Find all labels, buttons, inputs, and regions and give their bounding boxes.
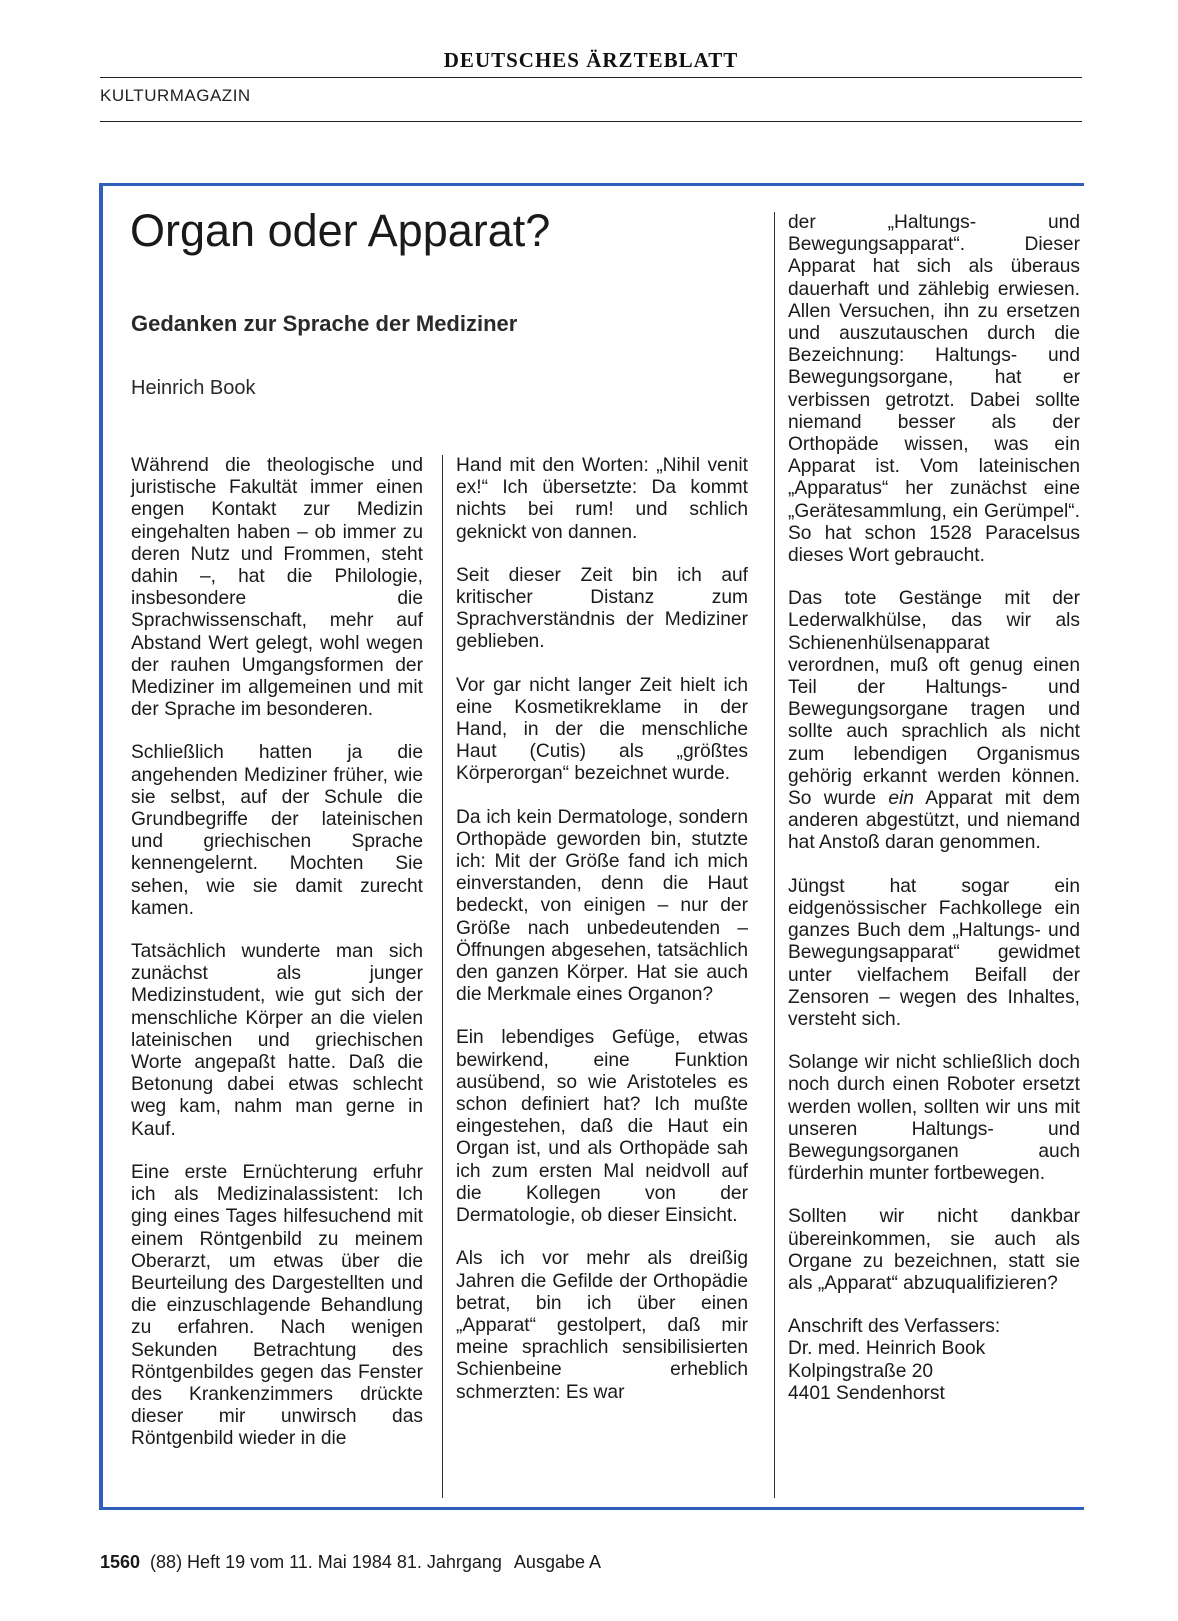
section-rule (100, 121, 1082, 122)
text-run: Das tote Gestänge mit der Lederwalkhülse, das wir als Schienenhülsenapparat verordnen, muß oft genug einen Teil der Haltungs- und Bewegungsorgane tragen und sollte auch sprachlich als nicht zum lebendigen Organismus gehörig erkannt werden können. So wurde (788, 588, 1080, 810)
paragraph: Solange wir nicht schließlich doch noch durch einen Roboter ersetzt werden wollen, sollten wir uns mit unseren Haltungs- und Bewegungsorganen auch fürderhin munter fortbewegen. (788, 1052, 1080, 1185)
article-title: Organ oder Apparat? (130, 205, 551, 256)
article-author: Heinrich Book (131, 377, 256, 399)
paragraph: Sollten wir nicht dankbar übereinkommen, sie auch als Organe zu bezeichnen, statt sie als „Apparat“ abzuqualifizieren? (788, 1206, 1080, 1294)
address-city: 4401 Sendenhorst (788, 1382, 945, 1404)
paragraph: Ein lebendiges Gefüge, etwas bewirkend, eine Funktion ausübend, so wie Aristoteles es schon definiert hat? Ich mußte eingestehen, daß die Haut ein Organ ist, und als Orthopäde sah ich zum ersten Mal neidvoll auf die Kollegen von der Dermatologie, ob dieser Einsicht. (456, 1027, 748, 1227)
paragraph: Als ich vor mehr als dreißig Jahren die Gefilde der Orthopädie betrat, bin ich über einen „Apparat“ gestolpert, daß mir meine sprachlich sensibilisierten Schienbeine erheblich schmerzten: Es war (456, 1248, 748, 1403)
emphasis: ein (888, 788, 914, 810)
paragraph: Da ich kein Dermatologe, sondern Orthopäde geworden bin, stutzte ich: Mit der Größe fand ich mich einverstanden, denn die Haut bedeckt, von einigen – nur der Größe nach unbedeutenden – Öffnungen abgesehen, tatsächlich den ganzen Körper. Hat sie auch die Merkmale eines Organon? (456, 806, 748, 1006)
text-column-3 (788, 212, 1080, 1426)
address-street: Kolpingstraße 20 (788, 1360, 934, 1382)
column-divider (442, 455, 443, 1498)
paragraph: Eine erste Ernüchterung erfuhr ich als Medizinalassistent: Ich ging eines Tages hilfesuchend mit einem Röntgenbild zu meinem Oberarzt, um etwas über die Beurteilung des Dargestellten und die einzuschlagende Behandlung zu erfahren. Nach wenigen Sekunden Betrachtung des Röntgenbildes gegen das Fenster des Krankenzimmers drückte dieser mir unwirsch das Röntgenbild wieder in die (131, 1161, 423, 1450)
paragraph: Während die theologische und juristische Fakultät immer einen engen Kontakt zur Medizin eingehalten haben – ob immer zu deren Nutz und Frommen, steht dahin –, hat die Philologie, insbesondere die Sprachwissenschaft, mehr auf Abstand Wert gelegt, wohl wegen der rauhen Umgangsformen der Mediziner im allgemeinen und mit der Sprache im besonderen. (131, 455, 423, 721)
address-name: Dr. med. Heinrich Book (788, 1338, 986, 1360)
edition-label: Ausgabe A (513, 1552, 601, 1572)
paragraph: Tatsächlich wunderte man sich zunächst als junger Medizinstudent, wie gut sich der menschliche Körper an die vielen lateinischen und griechischen Worte angepaßt hatte. Daß die Betonung dabei etwas schlecht weg kam, nahm man gerne in Kauf. (131, 941, 423, 1140)
text-column-1 (131, 455, 423, 1472)
issue-info: (88) Heft 19 vom 11. Mai 1984 81. Jahrgang (150, 1552, 502, 1572)
text-column-2 (456, 455, 748, 1425)
header-rule (100, 77, 1082, 78)
paragraph: Vor gar nicht langer Zeit hielt ich eine Kosmetikreklame in der Hand, in der die menschliche Haut (Cutis) als „größtes Körperorgan“ bezeichnet wurde. (456, 674, 748, 785)
masthead: DEUTSCHES ÄRZTEBLATT (443, 48, 739, 72)
article-frame-bottom (99, 1507, 1084, 1510)
author-address (788, 1316, 1080, 1405)
section-label: KULTURMAGAZIN (100, 86, 251, 105)
paragraph (788, 588, 1080, 854)
address-label: Anschrift des Verfassers: (788, 1316, 1001, 1338)
article-frame-left (99, 183, 103, 1510)
paragraph: Seit dieser Zeit bin ich auf kritischer Distanz zum Sprachverständnis der Mediziner geblieben. (456, 564, 748, 653)
page-number: 1560 (100, 1552, 141, 1572)
article-subtitle: Gedanken zur Sprache der Mediziner (131, 311, 518, 336)
article-frame-top (99, 183, 1084, 186)
paragraph: der „Haltungs- und Bewegungsapparat“. Dieser Apparat hat sich als überaus dauerhaft und zählebig erwiesen. Allen Versuchen, ihn zu ersetzen und auszutauschen durch die Bezeichnung: Haltungs- und Bewegungsorgane, hat er verbissen getrotzt. Dabei sollte niemand besser als der Orthopäde wissen, was ein Apparat ist. Vom lateinischen „Apparatus“ her zunächst eine „Gerätesammlung, ein Gerümpel“. So hat schon 1528 Paracelsus dieses Wort gebraucht. (788, 212, 1080, 567)
page-footer (100, 1552, 601, 1573)
column-divider (774, 212, 775, 1498)
paragraph: Jüngst hat sogar ein eidgenössischer Fachkollege ein ganzes Buch dem „Haltungs- und Bewegungsapparat“ gewidmet unter vielfachem Beifall der Zensoren – wegen des Inhaltes, versteht sich. (788, 875, 1080, 1030)
paragraph: Schließlich hatten ja die angehenden Mediziner früher, wie sie selbst, auf der Schule die Grundbegriffe der lateinischen und griechischen Sprache kennengelernt. Mochten Sie sehen, wie sie damit zurecht kamen. (131, 742, 423, 919)
text-run: Apparat mit dem anderen abgestützt, und niemand hat Anstoß daran genommen. (788, 788, 1080, 854)
paragraph: Hand mit den Worten: „Nihil venit ex!“ Ich übersetzte: Da kommt nichts bei rum! und schlich geknickt von dannen. (456, 455, 748, 543)
